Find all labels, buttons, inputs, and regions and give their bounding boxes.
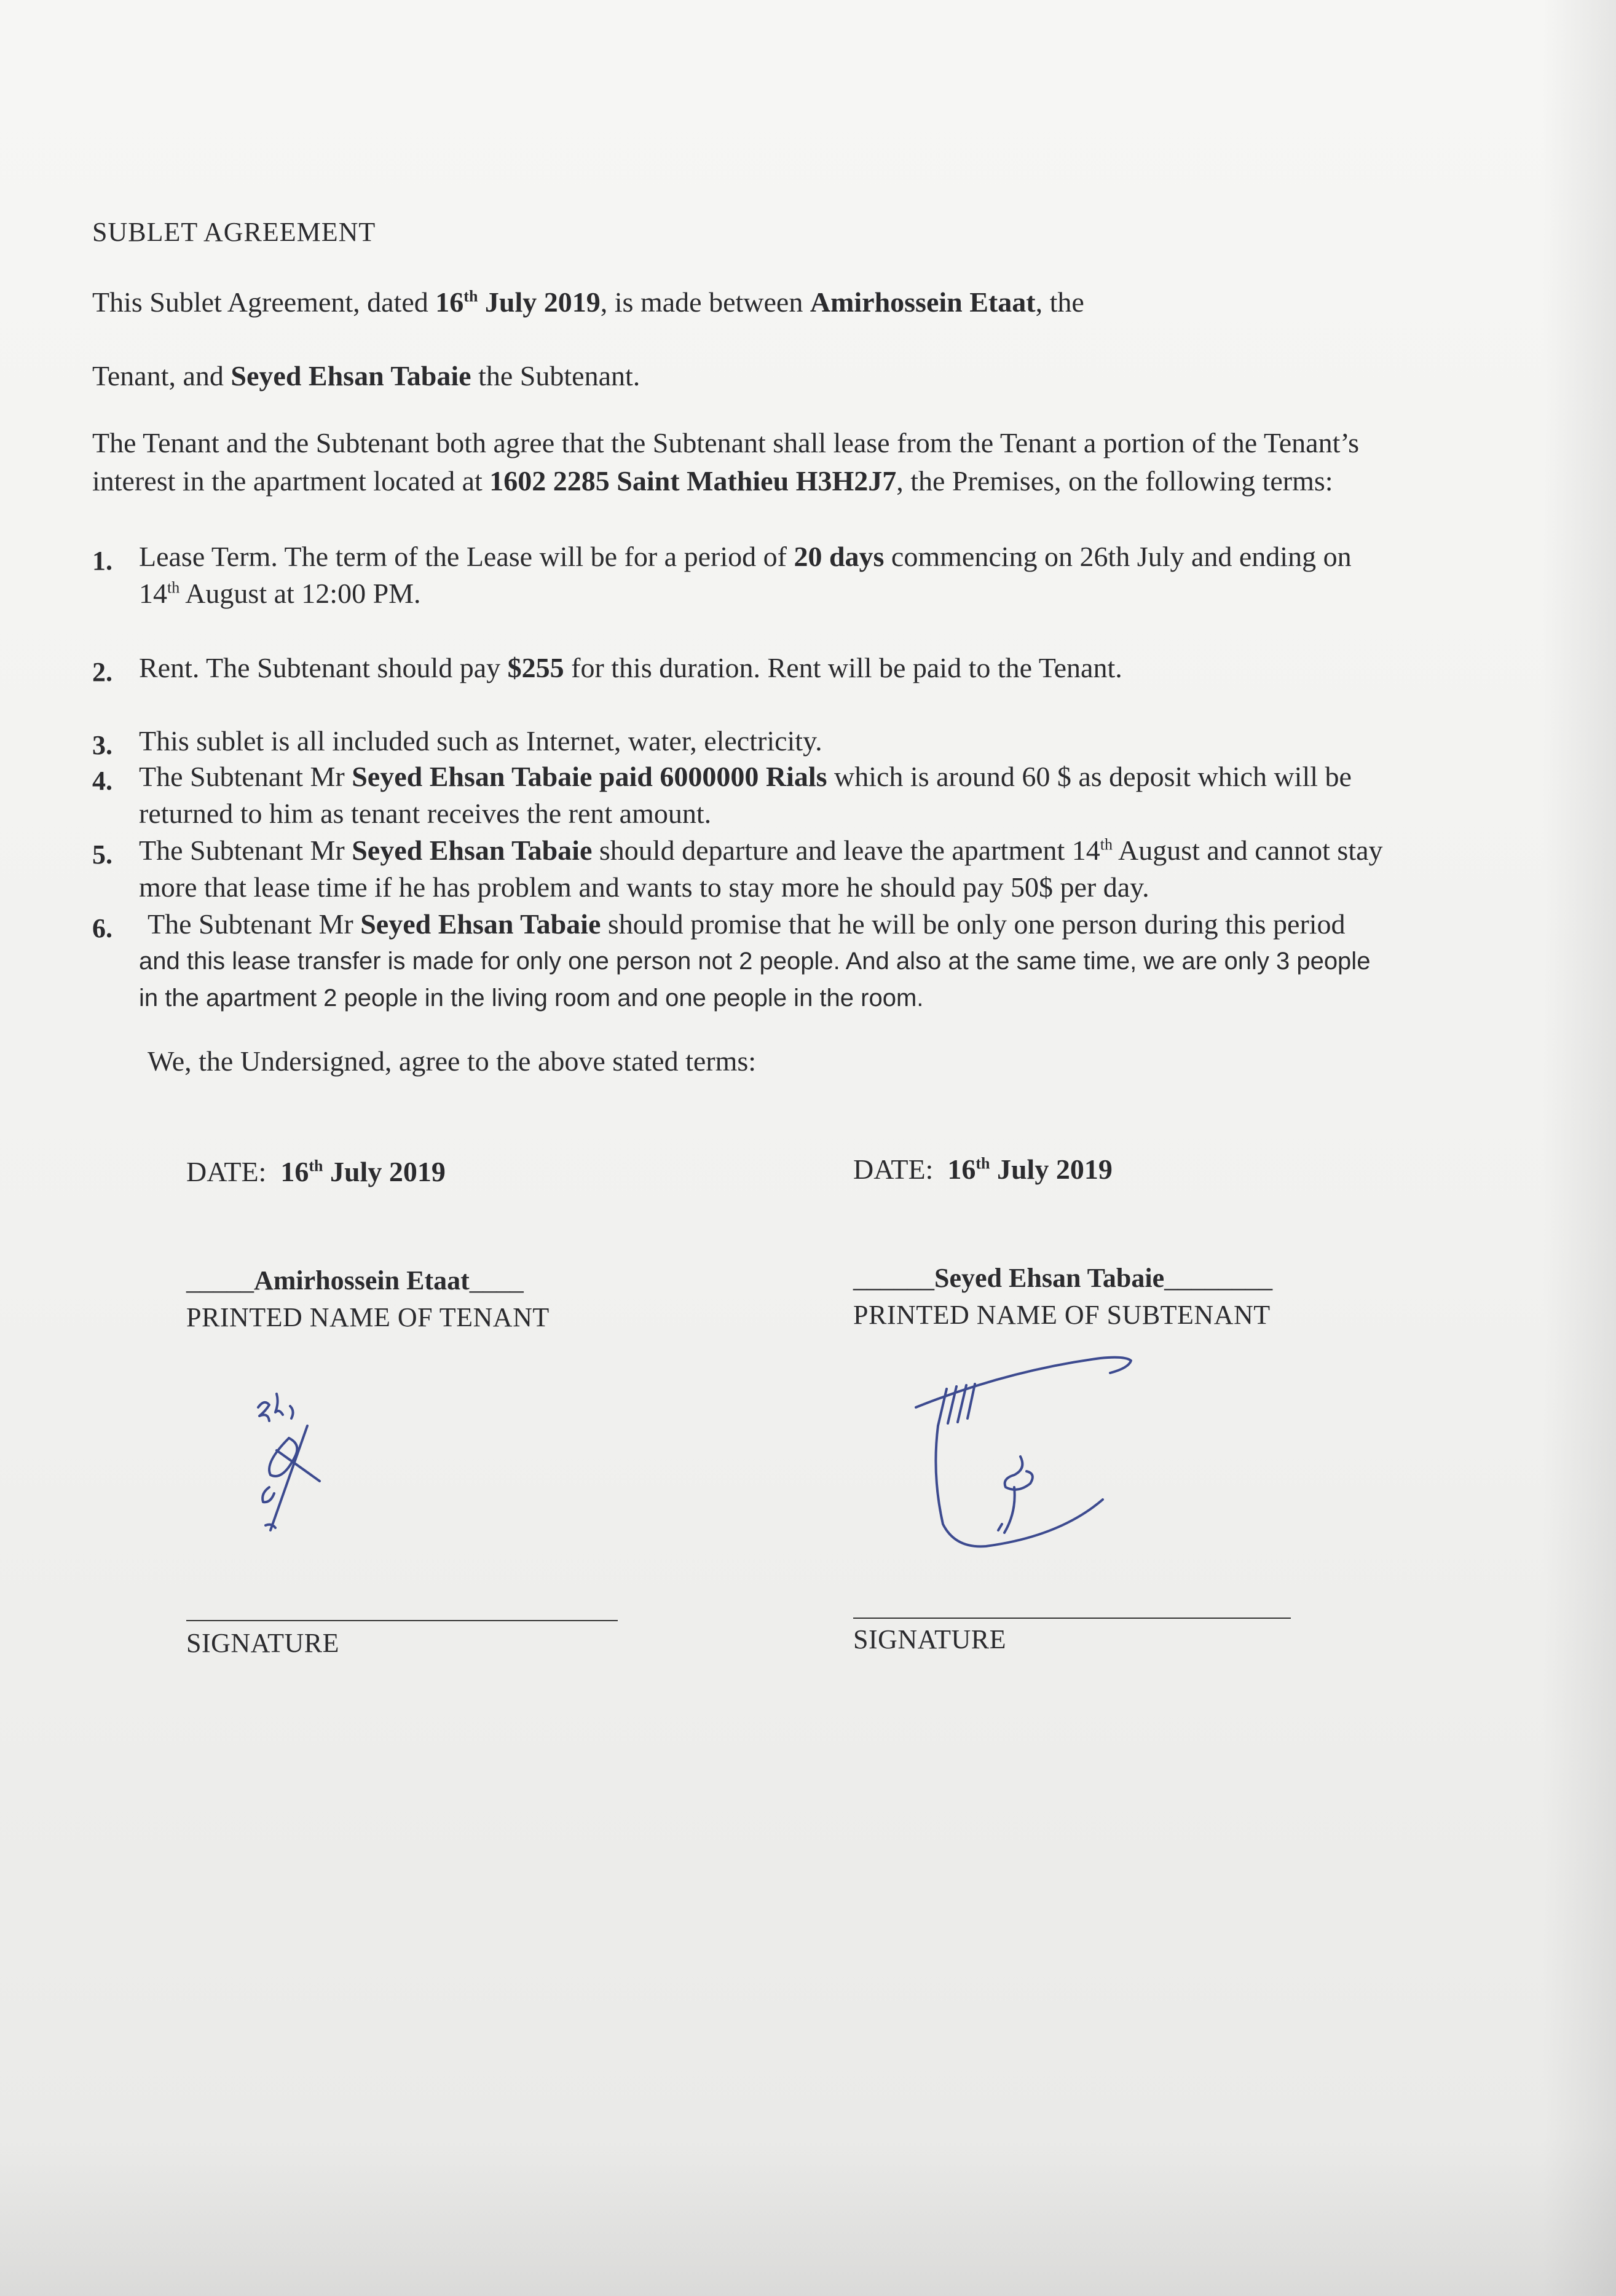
term-text: should departure and leave the apartment 14 xyxy=(592,835,1100,866)
subtenant-name-ref: Seyed Ehsan Tabaie xyxy=(352,835,593,866)
subtenant-signature-line xyxy=(853,1618,1291,1619)
term-number-2: 2. xyxy=(92,657,112,687)
subtenant-name-ref: Seyed Ehsan Tabaie xyxy=(360,908,601,940)
term-number-6: 6. xyxy=(92,913,112,943)
intro-text: This Sublet Agreement, dated xyxy=(92,286,436,318)
tenant-printed-name-label: PRINTED NAME OF TENANT xyxy=(186,1302,550,1332)
term-3: This sublet is all included such as Internet, water, electricity. xyxy=(139,725,822,757)
intro-text: Tenant, and xyxy=(92,360,231,391)
date-label: DATE: xyxy=(186,1156,267,1187)
subtenant-name-signed: Seyed Ehsan Tabaie xyxy=(934,1263,1165,1293)
paper-shadow-bottom xyxy=(0,2136,1616,2296)
term-number-5: 5. xyxy=(92,839,112,870)
premises-address: 1602 2285 Saint Mathieu H3H2J7 xyxy=(489,465,897,497)
intro-text: the Subtenant. xyxy=(471,360,640,391)
underscore: ______ xyxy=(853,1263,934,1293)
term-text: Rent. The Subtenant should pay xyxy=(139,652,508,683)
tenant-name-signed: Amirhossein Etaat xyxy=(254,1265,470,1295)
term-text: should promise that he will be only one person during this period xyxy=(601,908,1346,940)
premises-text: , the Premises, on the following terms: xyxy=(896,465,1333,497)
subtenant-signature-label: SIGNATURE xyxy=(853,1624,1006,1654)
paper-shadow-right xyxy=(1542,0,1616,2296)
tenant-name: Amirhossein Etaat xyxy=(810,286,1036,318)
tenant-signature-line xyxy=(186,1620,618,1621)
tenant-signature-label: SIGNATURE xyxy=(186,1628,339,1658)
term-text: Lease Term. The term of the Lease will be for a period of xyxy=(139,541,794,572)
term-4-line-2: returned to him as tenant receives the rent amount. xyxy=(139,798,712,829)
term-6-line-1 xyxy=(148,906,1346,943)
deposit-amount: Seyed Ehsan Tabaie paid 6000000 Rials xyxy=(352,761,827,792)
subtenant-date xyxy=(853,1153,1113,1185)
intro-text: , is made between xyxy=(600,286,810,318)
ordinal-suffix: th xyxy=(1100,835,1113,854)
term-4-line-1 xyxy=(139,758,1352,795)
intro-date-day: 16 xyxy=(435,286,464,318)
term-5 xyxy=(139,832,1383,906)
ordinal-suffix: th xyxy=(167,578,180,597)
rent-amount: $255 xyxy=(507,652,564,683)
lease-duration: 20 days xyxy=(794,541,885,572)
date-day: 16 xyxy=(280,1156,309,1187)
premises-line-2 xyxy=(92,462,1359,500)
term-2 xyxy=(139,650,1122,686)
date-label: DATE: xyxy=(853,1154,934,1185)
term-number-1: 1. xyxy=(92,546,112,576)
tenant-signature xyxy=(234,1383,344,1549)
intro-line-1 xyxy=(92,286,1084,318)
subtenant-printed-name-label: PRINTED NAME OF SUBTENANT xyxy=(853,1300,1271,1330)
term-text: The Subtenant Mr xyxy=(139,835,352,866)
subtenant-signature xyxy=(910,1346,1180,1579)
premises-line-1: The Tenant and the Subtenant both agree that the Subtenant shall lease from the Tenant a portion of the Tenant’s xyxy=(92,427,1360,458)
term-5-line-1 xyxy=(139,832,1383,869)
term-text: 14 xyxy=(139,578,167,609)
term-1-line-1 xyxy=(139,538,1352,575)
underscore: ____ xyxy=(469,1265,524,1295)
date-rest: July 2019 xyxy=(990,1154,1113,1185)
term-5-line-2: more that lease time if he has problem and wants to stay more he should pay 50$ per day. xyxy=(139,871,1149,903)
term-1 xyxy=(139,538,1352,612)
subtenant-printed-name xyxy=(853,1262,1272,1294)
term-6 xyxy=(148,906,1346,943)
intro-line-2 xyxy=(92,360,640,392)
premises-text: interest in the apartment located at xyxy=(92,465,490,497)
intro-date-suffix: th xyxy=(463,287,478,305)
term-text: for this duration. Rent will be paid to the Tenant. xyxy=(564,652,1122,683)
ordinal-suffix: th xyxy=(309,1157,323,1175)
underscore: _____ xyxy=(186,1265,254,1295)
term-text: commencing on 26th July and ending on xyxy=(884,541,1352,572)
tenant-date xyxy=(186,1155,446,1188)
term-4 xyxy=(139,758,1352,832)
term-1-line-2 xyxy=(139,575,1352,612)
term-text: which is around 60 $ as deposit which will be xyxy=(827,761,1352,792)
term-text: The Subtenant Mr xyxy=(148,908,361,940)
ordinal-suffix: th xyxy=(976,1154,990,1173)
term-number-3: 3. xyxy=(92,730,112,760)
premises-paragraph xyxy=(92,424,1359,500)
term-6-line-2: and this lease transfer is made for only one person not 2 people. And also at the same time, we are only 3 people xyxy=(139,948,1371,975)
term-6-line-3: in the apartment 2 people in the living room and one people in the room. xyxy=(139,985,924,1012)
date-rest: July 2019 xyxy=(323,1156,446,1187)
document-title: SUBLET AGREEMENT xyxy=(92,217,376,247)
tenant-printed-name xyxy=(186,1265,524,1296)
subtenant-name: Seyed Ehsan Tabaie xyxy=(231,360,471,391)
term-text: August and cannot stay xyxy=(1113,835,1383,866)
term-number-4: 4. xyxy=(92,766,112,796)
underscore: ________ xyxy=(1164,1263,1273,1293)
intro-text: , the xyxy=(1035,286,1084,318)
agreement-statement: We, the Undersigned, agree to the above stated terms: xyxy=(148,1045,757,1077)
date-day: 16 xyxy=(947,1154,976,1185)
term-text: The Subtenant Mr xyxy=(139,761,352,792)
intro-date-rest: July 2019 xyxy=(478,286,601,318)
term-text: August at 12:00 PM. xyxy=(179,578,421,609)
